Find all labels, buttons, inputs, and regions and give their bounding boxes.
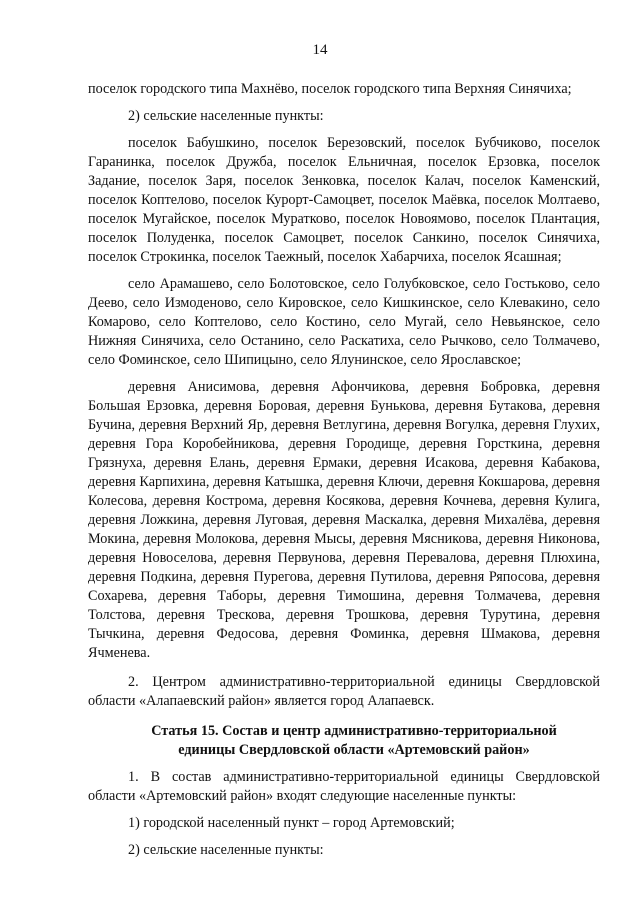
paragraph-rural-item: 2) сельские населенные пункты: xyxy=(128,842,324,858)
paragraph-sela: село Арамашево, село Болотовское, село Голубковское, село Гостьково, село Деево, село Измоденово, село Кировское, село Кишкинское, село Клевакино, село Комарово, село Коптелово, село Костино, село Мугай, село Невьянское, село Нижняя Синячиха, село Останино, село Раскатиха, село Рычково, село Толмачево, село Фоминское, село Шипицыно, село Ялунинское, село Ярославское; xyxy=(88,276,600,368)
paragraph-derevni: деревня Анисимова, деревня Афончикова, деревня Бобровка, деревня Большая Ерзовка, деревня Боровая, деревня Бунькова, деревня Бутакова, деревня Бучина, деревня Верхний Яр, деревня Ветлугина, деревня Вогулка, деревня Глухих, деревня Гора Коробейникова, деревня Городище, деревня Горсткина, деревня Грязнуха, деревня Елань, деревня Ермаки, деревня Исакова, деревня Кабакова, деревня Карпихина, деревня Катышка, деревня Ключи, деревня Кокшарова, деревня Колесова, деревня Кострома, деревня Косякова, деревня Кочнева, деревня Кулига, деревня Ложкина, деревня Луговая, деревня Маскалка, деревня Михалёва, деревня Мокина, деревня Молокова, деревня Мысы, деревня Мясникова, деревня Никонова, деревня Новоселова, деревня Первунова, деревня Перевалова, деревня Плюхина, деревня Подкина, деревня Пурегова, деревня Путилова, деревня Ряпосова, деревня Сохарева, деревня Таборы, деревня Тимошина, деревня Толмачева, деревня Толстова, деревня Трескова, деревня Трошкова, деревня Турутина, деревня Тычкина, деревня Федосова, деревня Фоминка, деревня Шмакова, деревня Ячменева. xyxy=(88,379,600,661)
page-number: 14 xyxy=(312,42,328,58)
document-body xyxy=(88,80,600,860)
paragraph-composition: 1. В состав административно-территориальной единицы Свердловской области «Артемовский район» входят следующие населенные пункты: xyxy=(88,769,600,804)
paragraph-poselki: поселок Бабушкино, поселок Березовский, поселок Бубчиково, поселок Гаранинка, поселок Дружба, поселок Ельничная, поселок Ерзовка, поселок Задание, поселок Заря, поселок Зенковка, поселок Калач, поселок Каменский, поселок Коптелово, поселок Курорт-Самоцвет, поселок Маёвка, поселок Молтаево, поселок Мугайское, поселок Муратково, поселок Новоямово, поселок Плантация, поселок Полуденка, поселок Самоцвет, поселок Санкино, поселок Синячиха, поселок Строкинка, поселок Таежный, поселок Хабарчиха, поселок Ясашная; xyxy=(88,135,600,265)
paragraph-rural-heading: 2) сельские населенные пункты: xyxy=(128,108,324,124)
paragraph-center: 2. Центром административно-территориальной единицы Свердловской области «Алапаевский район» является город Алапаевск. xyxy=(88,674,600,709)
article-title xyxy=(88,722,600,760)
paragraph-urban-settlements: поселок городского типа Махнёво, поселок городского типа Верхняя Синячиха; xyxy=(88,81,572,97)
paragraph-urban-item: 1) городской населенный пункт – город Артемовский; xyxy=(128,815,455,831)
article-title-line-2: единицы Свердловской области «Артемовский район» xyxy=(178,742,530,758)
article-title-line-1: Статья 15. Состав и центр административно-территориальной xyxy=(151,723,557,739)
